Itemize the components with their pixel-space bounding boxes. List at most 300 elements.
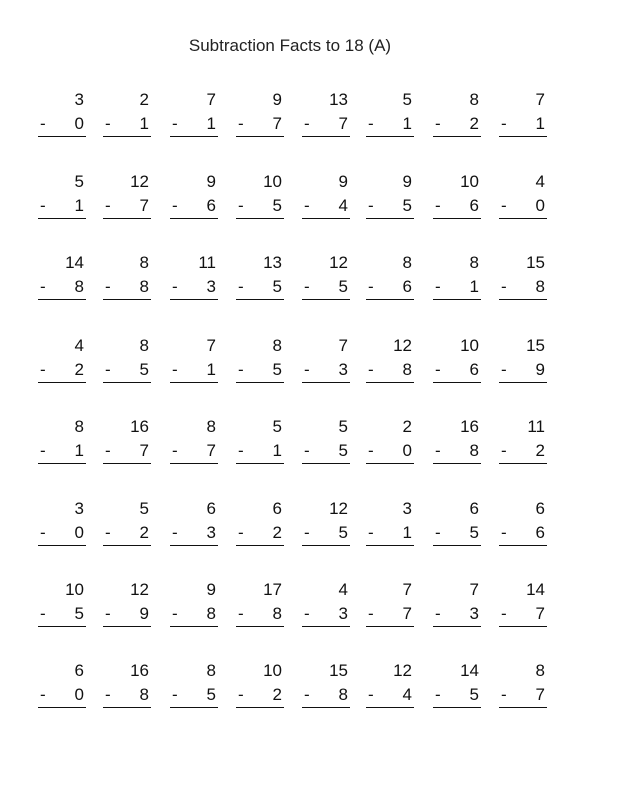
subtrahend: 7 (272, 114, 282, 133)
subtrahend: 8 (206, 604, 216, 623)
subtraction-problem (495, 417, 547, 477)
minus-sign: - (40, 685, 46, 704)
subtraction-problem (298, 580, 350, 640)
minuend: 12 (329, 499, 348, 518)
subtrahend-row (101, 685, 149, 705)
minus-sign: - (40, 277, 46, 296)
subtraction-problem (298, 661, 350, 721)
minus-sign: - (238, 523, 244, 542)
minus-sign: - (501, 604, 507, 623)
minus-sign: - (172, 277, 178, 296)
subtrahend: 3 (338, 360, 348, 379)
subtrahend: 1 (206, 114, 216, 133)
minus-sign: - (40, 196, 46, 215)
subtraction-problem (429, 580, 481, 640)
subtraction-problem (34, 417, 86, 477)
minus-sign: - (501, 196, 507, 215)
minus-sign: - (238, 277, 244, 296)
subtraction-problem (166, 172, 218, 232)
subtrahend: 8 (469, 441, 479, 460)
subtraction-problem (166, 661, 218, 721)
minus-sign: - (172, 604, 178, 623)
answer-line (236, 463, 284, 464)
minuend: 12 (393, 661, 412, 680)
answer-line (170, 218, 218, 219)
subtrahend: 9 (139, 604, 149, 623)
minuend: 12 (393, 336, 412, 355)
subtrahend-row (36, 523, 84, 543)
subtrahend: 5 (74, 604, 84, 623)
answer-line (236, 382, 284, 383)
subtraction-problem (298, 253, 350, 313)
subtraction-problem (99, 253, 151, 313)
subtrahend: 7 (206, 441, 216, 460)
minuend: 14 (65, 253, 84, 272)
subtrahend: 7 (535, 604, 545, 623)
answer-line (38, 463, 86, 464)
minus-sign: - (105, 360, 111, 379)
subtraction-problem (429, 417, 481, 477)
subtraction-problem (362, 90, 414, 150)
minus-sign: - (238, 441, 244, 460)
minus-sign: - (105, 604, 111, 623)
subtraction-problem (362, 336, 414, 396)
minus-sign: - (40, 523, 46, 542)
minus-sign: - (435, 114, 441, 133)
minuend: 8 (469, 253, 479, 272)
minus-sign: - (105, 277, 111, 296)
subtrahend: 5 (272, 277, 282, 296)
subtrahend-row (497, 277, 545, 297)
minuend: 10 (460, 172, 479, 191)
minuend: 5 (272, 417, 282, 436)
minuend: 6 (272, 499, 282, 518)
answer-line (38, 382, 86, 383)
subtrahend-row (36, 604, 84, 624)
minuend: 2 (402, 417, 412, 436)
answer-line (236, 218, 284, 219)
subtraction-problem (99, 499, 151, 559)
subtraction-problem (298, 336, 350, 396)
answer-line (170, 463, 218, 464)
subtraction-problem (34, 90, 86, 150)
subtrahend-row (234, 441, 282, 461)
subtrahend: 4 (338, 196, 348, 215)
subtrahend: 8 (535, 277, 545, 296)
minus-sign: - (304, 360, 310, 379)
minus-sign: - (501, 277, 507, 296)
answer-line (170, 382, 218, 383)
subtrahend-row (497, 685, 545, 705)
minus-sign: - (105, 685, 111, 704)
minuend: 12 (329, 253, 348, 272)
answer-line (366, 382, 414, 383)
subtrahend: 1 (402, 523, 412, 542)
minuend: 17 (263, 580, 282, 599)
subtrahend-row (36, 277, 84, 297)
answer-line (366, 545, 414, 546)
minus-sign: - (435, 604, 441, 623)
minus-sign: - (40, 441, 46, 460)
subtrahend: 5 (338, 277, 348, 296)
minuend: 5 (402, 90, 412, 109)
minus-sign: - (105, 114, 111, 133)
subtrahend-row (101, 604, 149, 624)
subtraction-problem (99, 417, 151, 477)
answer-line (302, 545, 350, 546)
subtrahend: 7 (338, 114, 348, 133)
answer-line (38, 136, 86, 137)
minus-sign: - (238, 360, 244, 379)
subtrahend-row (364, 604, 412, 624)
minus-sign: - (105, 196, 111, 215)
answer-line (103, 218, 151, 219)
answer-line (236, 707, 284, 708)
subtrahend: 1 (206, 360, 216, 379)
minus-sign: - (435, 523, 441, 542)
answer-line (103, 545, 151, 546)
minuend: 9 (206, 580, 216, 599)
subtraction-problem (298, 90, 350, 150)
minuend: 16 (460, 417, 479, 436)
subtraction-problem (298, 417, 350, 477)
minus-sign: - (238, 196, 244, 215)
subtrahend-row (168, 441, 216, 461)
subtrahend: 5 (469, 523, 479, 542)
minuend: 13 (263, 253, 282, 272)
subtraction-problem (495, 336, 547, 396)
answer-line (499, 299, 547, 300)
minus-sign: - (435, 685, 441, 704)
subtrahend-row (497, 441, 545, 461)
answer-line (103, 299, 151, 300)
subtrahend: 5 (206, 685, 216, 704)
subtrahend: 0 (74, 523, 84, 542)
subtrahend: 8 (74, 277, 84, 296)
subtrahend: 3 (338, 604, 348, 623)
answer-line (433, 382, 481, 383)
answer-line (366, 707, 414, 708)
minus-sign: - (40, 360, 46, 379)
subtraction-problem (429, 90, 481, 150)
minus-sign: - (304, 277, 310, 296)
answer-line (499, 136, 547, 137)
subtrahend-row (431, 196, 479, 216)
subtraction-problem (232, 90, 284, 150)
subtrahend: 2 (469, 114, 479, 133)
subtrahend-row (168, 360, 216, 380)
minus-sign: - (304, 196, 310, 215)
subtrahend: 1 (469, 277, 479, 296)
answer-line (302, 626, 350, 627)
answer-line (236, 545, 284, 546)
subtrahend: 3 (206, 523, 216, 542)
subtrahend-row (364, 523, 412, 543)
minus-sign: - (435, 441, 441, 460)
answer-line (236, 136, 284, 137)
minuend: 13 (329, 90, 348, 109)
minuend: 5 (139, 499, 149, 518)
minuend: 2 (139, 90, 149, 109)
minus-sign: - (172, 360, 178, 379)
subtrahend-row (364, 114, 412, 134)
subtraction-problem (166, 499, 218, 559)
answer-line (499, 382, 547, 383)
subtrahend-row (431, 604, 479, 624)
answer-line (236, 626, 284, 627)
minuend: 8 (74, 417, 84, 436)
subtrahend: 6 (469, 196, 479, 215)
subtrahend: 3 (469, 604, 479, 623)
subtrahend-row (431, 523, 479, 543)
minus-sign: - (501, 685, 507, 704)
subtraction-problem (298, 499, 350, 559)
answer-line (499, 218, 547, 219)
subtraction-problem (362, 499, 414, 559)
subtraction-problem (429, 499, 481, 559)
minuend: 16 (130, 417, 149, 436)
subtrahend: 0 (74, 685, 84, 704)
subtraction-problem (495, 580, 547, 640)
minus-sign: - (368, 441, 374, 460)
subtrahend-row (364, 196, 412, 216)
subtrahend-row (364, 360, 412, 380)
minuend: 10 (263, 661, 282, 680)
subtrahend-row (168, 604, 216, 624)
answer-line (103, 463, 151, 464)
subtraction-problem (429, 253, 481, 313)
subtrahend: 7 (139, 441, 149, 460)
minuend: 3 (402, 499, 412, 518)
minuend: 14 (526, 580, 545, 599)
minuend: 7 (206, 336, 216, 355)
subtrahend: 4 (402, 685, 412, 704)
minus-sign: - (435, 196, 441, 215)
subtrahend: 0 (402, 441, 412, 460)
subtrahend: 1 (535, 114, 545, 133)
subtrahend: 2 (272, 523, 282, 542)
minuend: 6 (535, 499, 545, 518)
worksheet-title: Subtraction Facts to 18 (A) (188, 36, 392, 55)
subtraction-problem (362, 661, 414, 721)
subtrahend-row (234, 685, 282, 705)
answer-line (170, 707, 218, 708)
subtrahend: 9 (535, 360, 545, 379)
minus-sign: - (501, 523, 507, 542)
minuend: 6 (469, 499, 479, 518)
answer-line (170, 136, 218, 137)
minus-sign: - (368, 604, 374, 623)
subtrahend: 6 (402, 277, 412, 296)
answer-line (366, 299, 414, 300)
subtrahend-row (36, 114, 84, 134)
subtraction-problem (495, 172, 547, 232)
subtrahend-row (497, 196, 545, 216)
subtraction-problem (298, 172, 350, 232)
subtraction-problem (362, 417, 414, 477)
subtrahend-row (168, 523, 216, 543)
subtrahend-row (234, 196, 282, 216)
minuend: 11 (198, 253, 216, 272)
subtrahend-row (431, 114, 479, 134)
minuend: 9 (206, 172, 216, 191)
subtraction-problem (232, 417, 284, 477)
answer-line (302, 218, 350, 219)
answer-line (499, 463, 547, 464)
subtrahend-row (364, 277, 412, 297)
minuend: 6 (74, 661, 84, 680)
subtrahend: 5 (338, 523, 348, 542)
subtrahend-row (101, 360, 149, 380)
minuend: 8 (139, 253, 149, 272)
subtrahend-row (431, 685, 479, 705)
minuend: 5 (74, 172, 84, 191)
subtraction-problem (34, 336, 86, 396)
subtrahend-row (497, 360, 545, 380)
answer-line (103, 707, 151, 708)
subtrahend-row (234, 114, 282, 134)
subtrahend-row (168, 277, 216, 297)
answer-line (38, 707, 86, 708)
answer-line (433, 545, 481, 546)
minus-sign: - (172, 523, 178, 542)
subtraction-problem (429, 336, 481, 396)
subtrahend: 2 (74, 360, 84, 379)
subtraction-problem (495, 253, 547, 313)
minuend: 15 (329, 661, 348, 680)
subtrahend-row (300, 523, 348, 543)
minus-sign: - (172, 196, 178, 215)
subtrahend-row (431, 441, 479, 461)
answer-line (433, 136, 481, 137)
subtrahend: 5 (272, 196, 282, 215)
answer-line (499, 626, 547, 627)
minus-sign: - (172, 114, 178, 133)
minuend: 7 (469, 580, 479, 599)
minuend: 8 (535, 661, 545, 680)
subtraction-problem (232, 253, 284, 313)
subtraction-problem (232, 580, 284, 640)
subtrahend: 0 (74, 114, 84, 133)
subtrahend-row (431, 360, 479, 380)
subtrahend: 1 (139, 114, 149, 133)
minuend: 8 (206, 417, 216, 436)
subtrahend-row (497, 523, 545, 543)
subtrahend-row (168, 114, 216, 134)
subtraction-problem (166, 253, 218, 313)
subtrahend-row (101, 523, 149, 543)
minuend: 15 (526, 336, 545, 355)
answer-line (366, 218, 414, 219)
answer-line (38, 545, 86, 546)
answer-line (499, 545, 547, 546)
subtraction-problem (166, 336, 218, 396)
subtrahend: 6 (469, 360, 479, 379)
minuend: 14 (460, 661, 479, 680)
subtraction-problem (232, 172, 284, 232)
subtrahend-row (168, 685, 216, 705)
minuend: 9 (272, 90, 282, 109)
minus-sign: - (304, 441, 310, 460)
subtrahend-row (234, 360, 282, 380)
subtraction-problem (99, 661, 151, 721)
subtrahend-row (497, 114, 545, 134)
minuend: 7 (402, 580, 412, 599)
subtrahend-row (300, 360, 348, 380)
subtraction-problem (166, 90, 218, 150)
answer-line (170, 299, 218, 300)
subtraction-problem (362, 580, 414, 640)
minus-sign: - (304, 685, 310, 704)
subtrahend: 1 (402, 114, 412, 133)
subtrahend-row (168, 196, 216, 216)
minus-sign: - (368, 523, 374, 542)
subtrahend-row (300, 441, 348, 461)
minus-sign: - (238, 685, 244, 704)
subtrahend: 8 (402, 360, 412, 379)
subtrahend: 0 (535, 196, 545, 215)
subtraction-problem (34, 580, 86, 640)
minus-sign: - (40, 114, 46, 133)
subtraction-problem (429, 172, 481, 232)
answer-line (170, 545, 218, 546)
subtrahend: 1 (74, 441, 84, 460)
minuend: 6 (206, 499, 216, 518)
minus-sign: - (435, 360, 441, 379)
subtrahend-row (234, 604, 282, 624)
minuend: 8 (272, 336, 282, 355)
subtrahend: 5 (469, 685, 479, 704)
minuend: 7 (206, 90, 216, 109)
minuend: 5 (338, 417, 348, 436)
subtrahend: 3 (206, 277, 216, 296)
subtrahend-row (300, 196, 348, 216)
subtraction-problem (34, 661, 86, 721)
subtrahend: 6 (535, 523, 545, 542)
minuend: 8 (402, 253, 412, 272)
subtrahend-row (364, 441, 412, 461)
minuend: 4 (74, 336, 84, 355)
minus-sign: - (368, 360, 374, 379)
subtrahend: 8 (139, 277, 149, 296)
subtraction-problem (166, 580, 218, 640)
subtrahend-row (300, 114, 348, 134)
answer-line (38, 299, 86, 300)
subtrahend: 5 (139, 360, 149, 379)
subtraction-problem (166, 417, 218, 477)
minuend: 8 (139, 336, 149, 355)
subtrahend: 5 (272, 360, 282, 379)
subtrahend: 7 (402, 604, 412, 623)
subtrahend: 1 (74, 196, 84, 215)
minus-sign: - (368, 196, 374, 215)
subtrahend: 8 (272, 604, 282, 623)
minuend: 4 (535, 172, 545, 191)
answer-line (38, 626, 86, 627)
minuend: 8 (469, 90, 479, 109)
subtraction-problem (34, 172, 86, 232)
subtrahend: 2 (139, 523, 149, 542)
subtrahend-row (364, 685, 412, 705)
minus-sign: - (304, 523, 310, 542)
minuend: 12 (130, 580, 149, 599)
minuend: 3 (74, 90, 84, 109)
answer-line (38, 218, 86, 219)
subtraction-problem (99, 336, 151, 396)
answer-line (433, 218, 481, 219)
subtrahend: 8 (139, 685, 149, 704)
minuend: 10 (460, 336, 479, 355)
